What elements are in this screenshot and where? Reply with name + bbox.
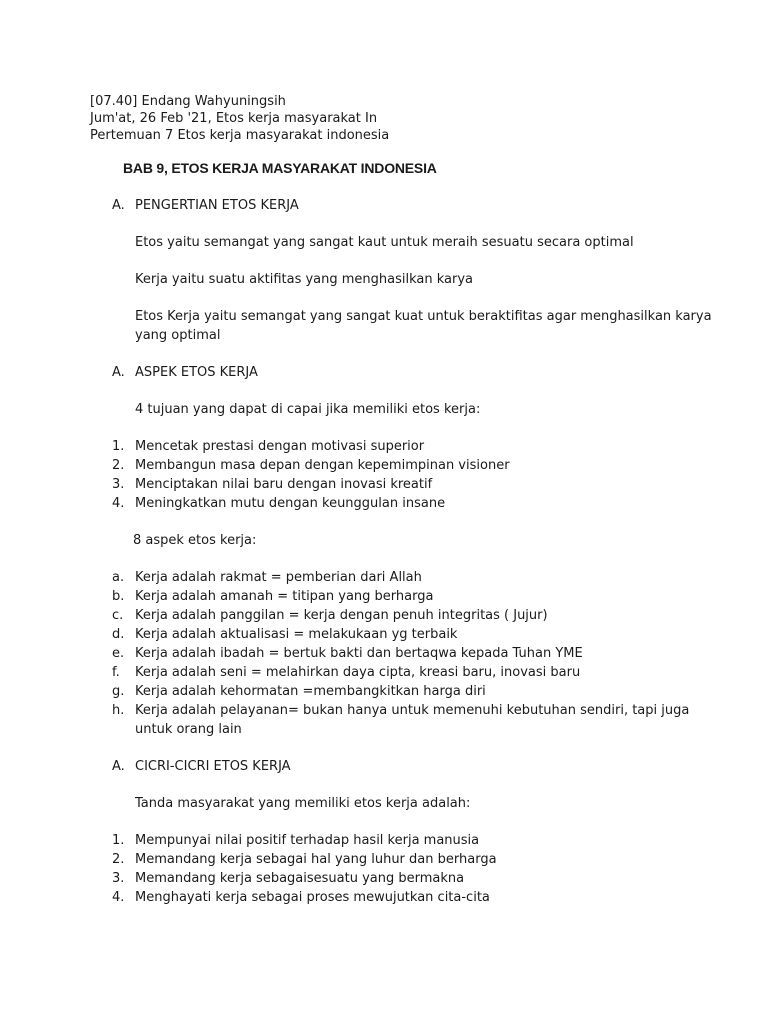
list-marker: 4.	[112, 890, 125, 905]
list-item: Kerja adalah kehormatan =membangkitkan harga diri	[135, 684, 486, 699]
list-item: Meningkatkan mutu dengan keunggulan insane	[135, 496, 446, 511]
list-marker: a.	[112, 570, 125, 585]
list-item: Kerja adalah seni = melahirkan daya cipta, kreasi baru, inovasi baru	[135, 665, 581, 680]
list-item-continuation: untuk orang lain	[135, 722, 242, 737]
list-intro: 4 tujuan yang dapat di capai jika memiliki etos kerja:	[135, 402, 481, 417]
list-item: Mempunyai nilai positif terhadap hasil kerja manusia	[135, 833, 480, 848]
list-marker: d.	[112, 627, 125, 642]
list-marker: c.	[112, 608, 124, 623]
section-marker: A.	[112, 198, 125, 213]
list-item: Kerja adalah pelayanan= bukan hanya untuk memenuhi kebutuhan sendiri, tapi juga	[135, 703, 690, 718]
header-meeting-line: Pertemuan 7 Etos kerja masyarakat indonesia	[90, 128, 390, 143]
document-title: BAB 9, ETOS KERJA MASYARAKAT INDONESIA	[123, 160, 437, 176]
list-item: Memandang kerja sebagaisesuatu yang bermakna	[135, 871, 465, 886]
section-marker: A.	[112, 759, 125, 774]
header-date-line: Jum'at, 26 Feb '21, Etos kerja masyarakat In	[90, 111, 378, 126]
list-marker: 3.	[112, 477, 125, 492]
definition-paragraph: Etos Kerja yaitu semangat yang sangat kuat untuk beraktifitas agar menghasilkan karya	[135, 309, 712, 324]
list-intro: 8 aspek etos kerja:	[133, 533, 257, 548]
list-item: Kerja adalah rakmat = pemberian dari Allah	[135, 570, 422, 585]
list-marker: h.	[112, 703, 125, 718]
definition-paragraph: Etos yaitu semangat yang sangat kaut untuk meraih sesuatu secara optimal	[135, 235, 634, 250]
list-item: Kerja adalah amanah = titipan yang berharga	[135, 589, 434, 604]
list-item: Memandang kerja sebagai hal yang luhur dan berharga	[135, 852, 497, 867]
list-marker: 2.	[112, 852, 125, 867]
list-item: Kerja adalah ibadah = bertuk bakti dan bertaqwa kepada Tuhan YME	[135, 646, 583, 661]
chat-header	[90, 93, 389, 144]
section-heading: PENGERTIAN ETOS KERJA	[135, 198, 299, 213]
list-item: Membangun masa depan dengan kepemimpinan visioner	[135, 458, 510, 473]
list-marker: g.	[112, 684, 125, 699]
list-marker: e.	[112, 646, 125, 661]
list-marker: 1.	[112, 439, 125, 454]
list-item: Menghayati kerja sebagai proses mewujutkan cita-cita	[135, 890, 490, 905]
list-marker: 1.	[112, 833, 125, 848]
header-sender-line: [07.40] Endang Wahyuningsih	[90, 94, 286, 109]
list-item: Kerja adalah panggilan = kerja dengan penuh integritas ( Jujur)	[135, 608, 548, 623]
definition-paragraph: Kerja yaitu suatu aktifitas yang menghasilkan karya	[135, 272, 474, 287]
list-item: Kerja adalah aktualisasi = melakukaan yg terbaik	[135, 627, 458, 642]
section-marker: A.	[112, 365, 125, 380]
list-item: Menciptakan nilai baru dengan inovasi kreatif	[135, 477, 433, 492]
section-heading: ASPEK ETOS KERJA	[135, 365, 258, 380]
definition-paragraph-continuation: yang optimal	[135, 328, 221, 343]
list-marker: 4.	[112, 496, 125, 511]
list-marker: b.	[112, 589, 125, 604]
list-item: Mencetak prestasi dengan motivasi superior	[135, 439, 425, 454]
list-marker: 2.	[112, 458, 125, 473]
list-marker: 3.	[112, 871, 125, 886]
list-marker: f.	[112, 665, 120, 680]
list-intro: Tanda masyarakat yang memiliki etos kerja adalah:	[135, 796, 471, 811]
section-heading: CICRI-CICRI ETOS KERJA	[135, 759, 291, 774]
